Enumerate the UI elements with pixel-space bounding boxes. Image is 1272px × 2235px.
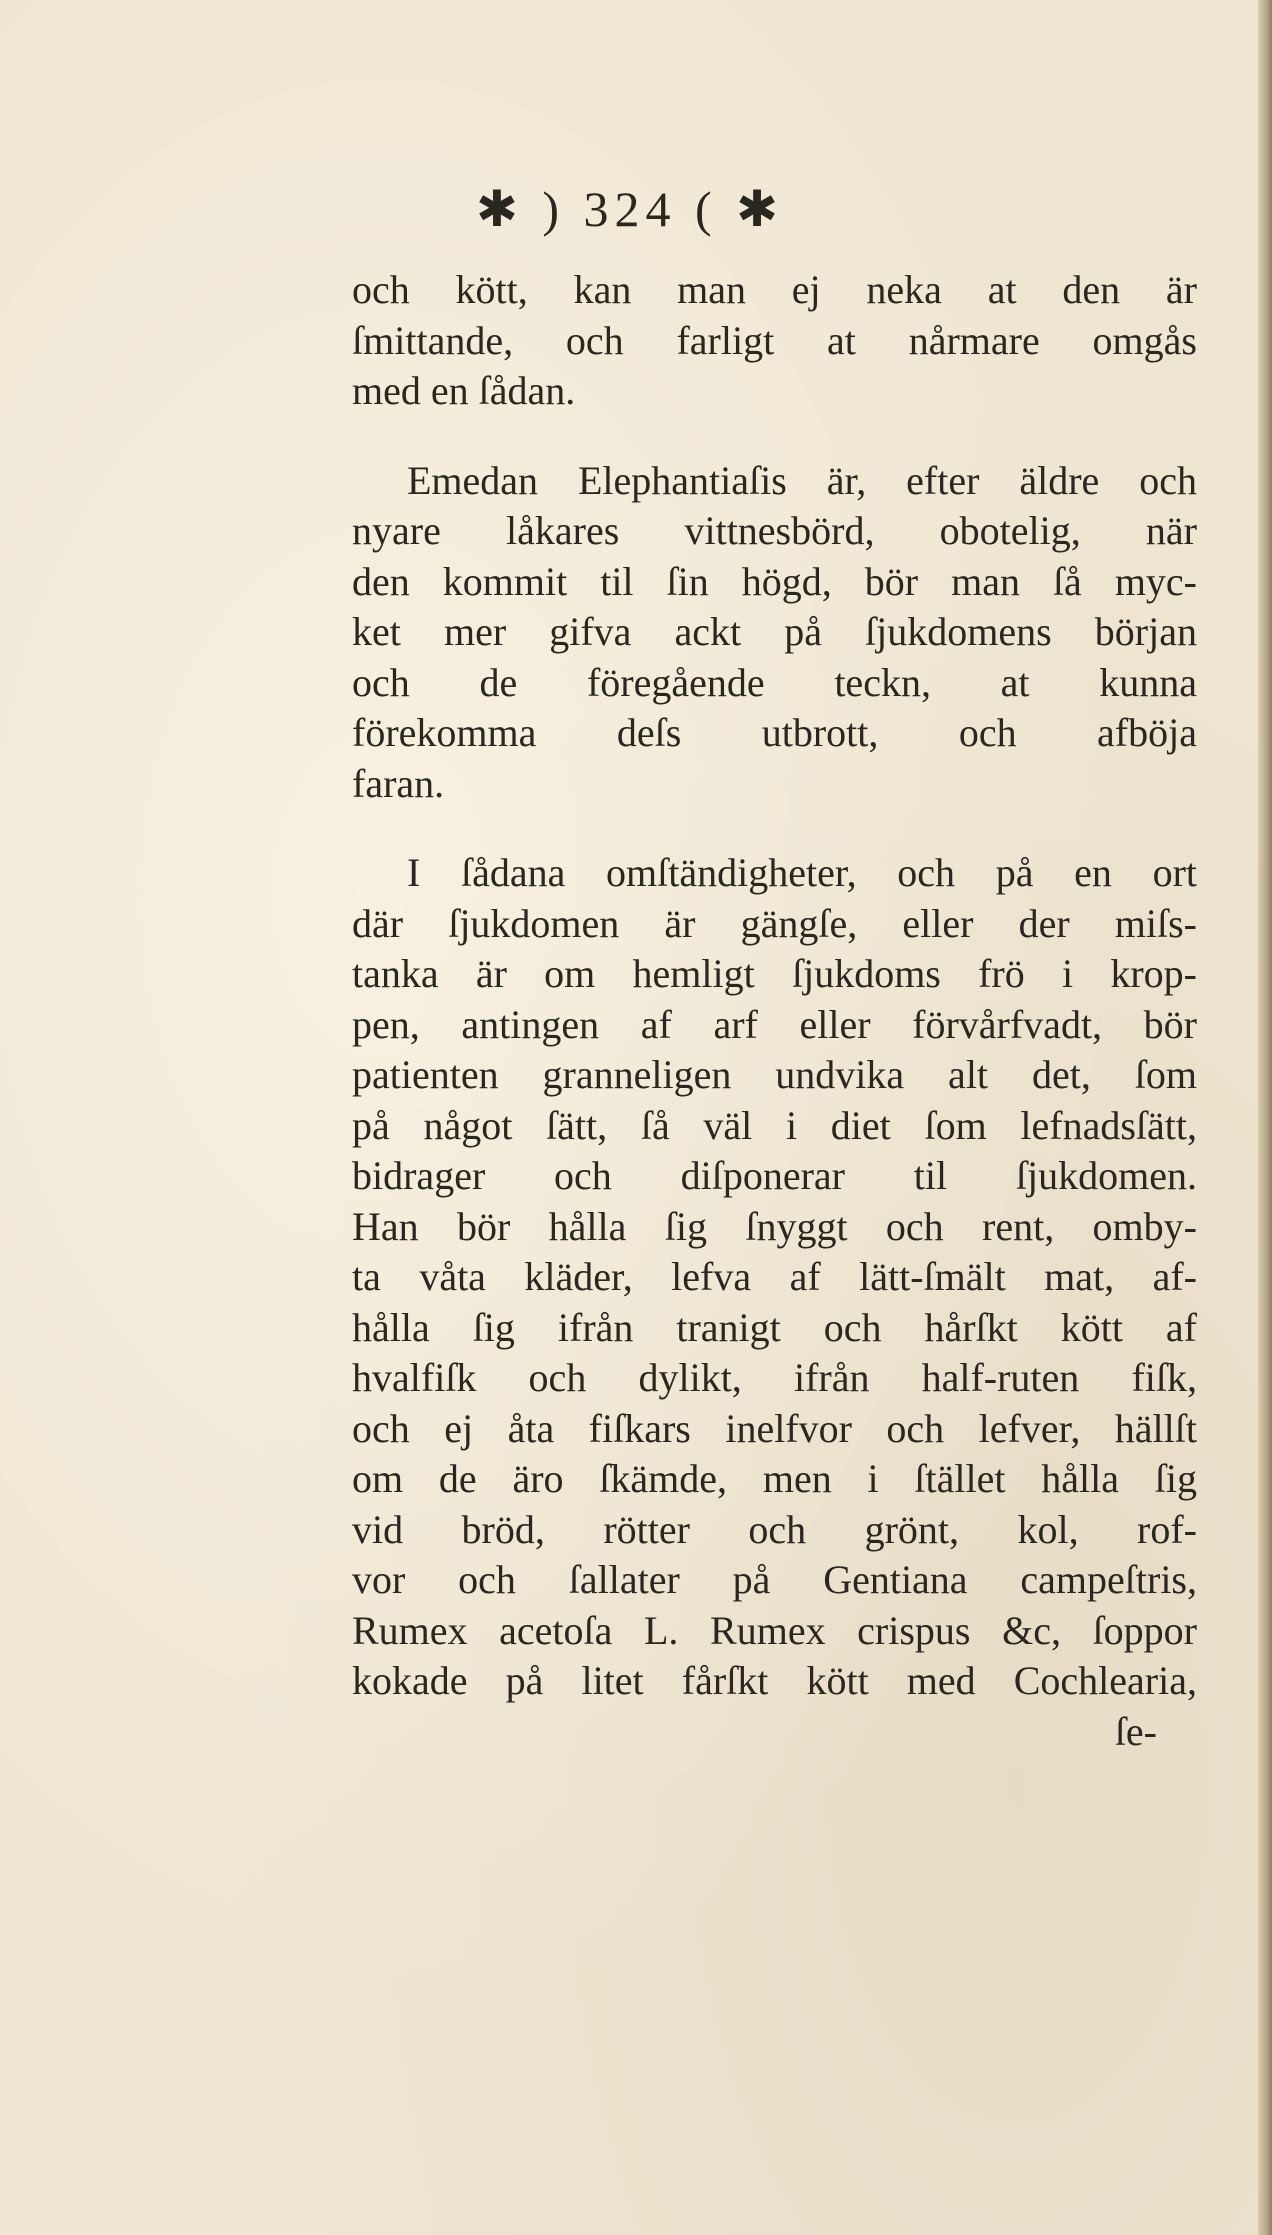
running-header: ✱ ) 324 ( ✱	[475, 181, 785, 237]
text-line: och kött, kan man ej neka at den är	[352, 267, 1197, 312]
text-line: den kommit til ſin högd, bör man ſå myc-	[352, 558, 1197, 604]
text-line: där ſjukdomen är gängſe, eller der miſs-	[352, 900, 1197, 946]
text-line: ket mer gifva ackt på ſjukdomens början	[352, 609, 1197, 654]
text-line: om de äro ſkämde, men i ſtället hålla ſig	[352, 1456, 1197, 1501]
text-line: på något ſätt, ſå väl i diet ſom lefnadsſätt,	[352, 1102, 1197, 1148]
text-line: och de föregående teckn, at kunna	[352, 659, 1197, 705]
text-line: Emedan Elephantiaſis är, efter äldre och	[407, 457, 1197, 503]
text-line: ta våta kläder, lefva af lätt-ſmält mat, af-	[352, 1254, 1197, 1299]
text-line: faran.	[352, 760, 445, 806]
catchword: ſe-	[1114, 1708, 1157, 1754]
text-line: pen, antingen af arf eller förvårfvadt, bör	[352, 1001, 1197, 1047]
text-line: kokade på litet fårſkt kött med Cochlearia,	[352, 1658, 1197, 1703]
text-line: hålla ſig ifrån tranigt och hårſkt kött af	[352, 1304, 1197, 1350]
text-line: förekomma deſs utbrott, och afböja	[352, 710, 1197, 755]
text-line: hvalfiſk och dylikt, ifrån half-ruten fiſk,	[352, 1355, 1197, 1400]
paragraph-3	[352, 848, 1197, 1707]
paragraph-1	[352, 265, 1197, 417]
text-line: Han bör hålla ſig ſnyggt och rent, omby-	[352, 1203, 1197, 1249]
text-line: nyare låkares vittnesbörd, obotelig, när	[352, 508, 1197, 553]
text-line: tanka är om hemligt ſjukdoms frö i krop-	[352, 951, 1197, 996]
text-line: vid bröd, rötter och grönt, kol, rof-	[352, 1506, 1197, 1552]
text-line: Rumex acetoſa L. Rumex crispus &c, ſoppor	[352, 1607, 1197, 1653]
text-line: och ej åta fiſkars inelfvor och lefver, hällſt	[352, 1405, 1197, 1451]
text-line: ſmittande, och farligt at nårmare omgås	[352, 317, 1197, 363]
text-line: bidrager och diſponerar til ſjukdomen.	[352, 1153, 1197, 1198]
text-line: vor och ſallater på Gentiana campeſtris,	[352, 1557, 1197, 1602]
text-line: patienten granneligen undvika alt det, ſom	[352, 1052, 1197, 1097]
text-line: med en ſådan.	[352, 368, 576, 413]
text-line: I ſådana omſtändigheter, och på en ort	[407, 850, 1197, 895]
page-gutter	[1258, 0, 1272, 2235]
body-text	[352, 265, 1197, 1757]
paragraph-2	[352, 456, 1197, 810]
